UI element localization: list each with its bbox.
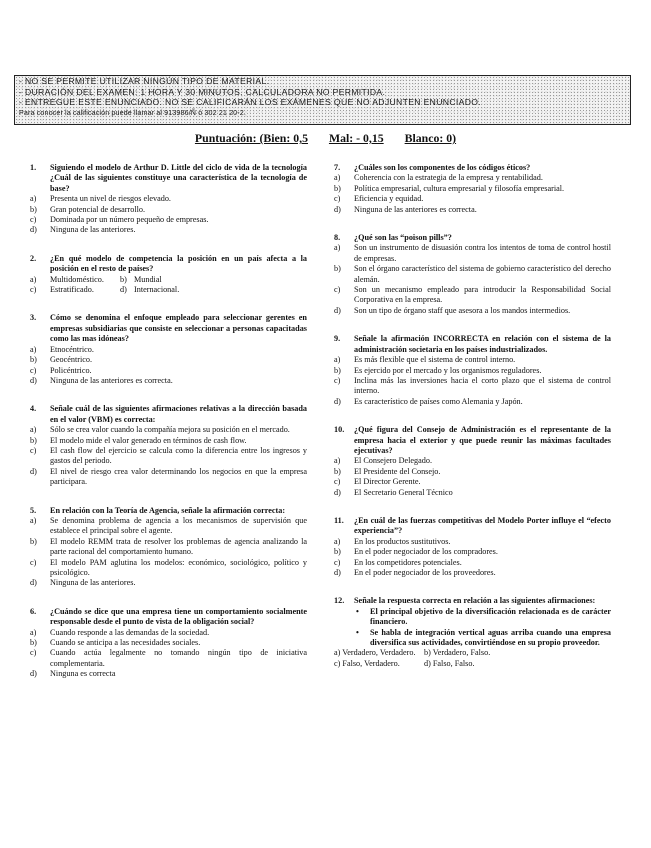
option: b) Son el órgano característico del sistema de gobierno característico del derecho alemán. bbox=[334, 264, 611, 284]
option: a) Multidoméstico. bbox=[30, 274, 104, 284]
option: d) Es característico de países como Alemania y Japón. bbox=[334, 396, 523, 406]
question-1 bbox=[30, 163, 307, 236]
option-row bbox=[30, 275, 307, 285]
option: c) En los competidores potenciales. bbox=[334, 557, 462, 567]
option: a) El Consejero Delegado. bbox=[334, 456, 432, 466]
instruction-line: - DURACIÓN DEL EXAMEN: 1 HORA Y 30 MINUTOS. CALCULADORA NO PERMITIDA. bbox=[19, 86, 386, 97]
question-number: 9. bbox=[334, 334, 341, 344]
option-row bbox=[30, 285, 307, 295]
option: a) Es más flexible que el sistema de control interno. bbox=[334, 355, 516, 365]
question-number: 11. bbox=[334, 515, 344, 525]
option: d) Internacional. bbox=[120, 285, 180, 295]
question-2 bbox=[30, 254, 307, 296]
option: c) El Director Gerente. bbox=[334, 477, 421, 487]
option: a) Cuando responde a las demandas de la sociedad. bbox=[30, 627, 210, 637]
instructions-box bbox=[14, 75, 631, 125]
question-3 bbox=[30, 313, 307, 386]
question-stem: Siguiendo el modelo de Arthur D. Little del ciclo de vida de la tecnología ¿Cuál de las siguientes constituye una característica de la tecnología de base? bbox=[50, 163, 307, 193]
question-5 bbox=[30, 506, 307, 589]
question-number: 2. bbox=[30, 253, 37, 263]
option: b) El modelo REMM trata de resolver los problemas de agencia analizando la parte racional del comportamiento humano. bbox=[30, 536, 307, 557]
option: c) Inclina más las inversiones hacia el corto plazo que el sistema de control interno. bbox=[334, 375, 611, 396]
question-number: 1. bbox=[30, 163, 37, 172]
option: b) Geocéntrico. bbox=[30, 355, 93, 365]
question-7 bbox=[334, 163, 611, 215]
option: d) Ninguna de las anteriores. bbox=[30, 578, 136, 588]
question-8 bbox=[334, 233, 611, 316]
question-6 bbox=[30, 607, 307, 680]
option: b) Gran potencial de desarrollo. bbox=[30, 204, 146, 214]
option: a) En los productos sustitutivos. bbox=[334, 536, 451, 546]
scoring-line bbox=[0, 131, 651, 146]
scoring-blank: Blanco: 0) bbox=[404, 131, 457, 145]
question-number: 4. bbox=[30, 404, 37, 414]
question-12 bbox=[334, 596, 611, 669]
statement: • El principal objetivo de la diversificación relacionada es de carácter financiero. bbox=[356, 606, 611, 627]
option: c) Cuando actúa legalmente no tomando ningún tipo de iniciativa complementaria. bbox=[30, 648, 307, 668]
question-stem: ¿Qué son las “poison pills”? bbox=[354, 233, 452, 243]
question-stem: Cómo se denomina el enfoque empleado para seleccionar gerentes en empresas subsidiarias que consiste en seleccionar a personas capacitadas como las mas idóneas? bbox=[50, 313, 307, 344]
option: c) Estratificado. bbox=[30, 285, 94, 295]
option: b) En el poder negociador de los compradores. bbox=[334, 547, 498, 557]
scoring-title: Puntuación: (Bien: 0,5 bbox=[194, 131, 308, 145]
option: d) Falso, Falso. bbox=[424, 658, 475, 668]
option: d) En el poder negociador de los proveedores. bbox=[334, 568, 496, 577]
question-9 bbox=[334, 334, 611, 407]
question-stem: Señale cuál de las siguientes afirmaciones relativas a la dirección basada en el valor (VBM) es correcta: bbox=[50, 404, 307, 424]
question-stem: ¿Cuáles son los componentes de los códigos éticos? bbox=[354, 163, 531, 172]
question-number: 7. bbox=[334, 163, 341, 172]
question-stem: ¿Cuándo se dice que una empresa tiene un comportamiento socialmente responsable desde el punto de vista de la obligación social? bbox=[50, 606, 307, 627]
option: d) Ninguna es correcta bbox=[30, 669, 116, 679]
option: d) El Secretario General Técnico bbox=[334, 487, 453, 497]
option: a) Sólo se crea valor cuando la compañía mejora su posición en el mercado. bbox=[30, 425, 290, 435]
scoring-wrong: Mal: - 0,15 bbox=[328, 131, 384, 145]
bullet-icon: • bbox=[356, 606, 359, 616]
option: a) Presenta un nivel de riesgos elevado. bbox=[30, 194, 171, 204]
option: c) Dominada por un número pequeño de empresas. bbox=[30, 215, 209, 225]
option: d) Ninguna de las anteriores es correcta. bbox=[30, 375, 173, 385]
question-11 bbox=[334, 516, 611, 578]
question-stem: ¿En cuál de las fuerzas competitivas del Modelo Porter influye el “efecto experiencia”? bbox=[354, 515, 611, 536]
option: c) Eficiencia y equidad. bbox=[334, 194, 424, 204]
option: c) El cash flow del ejercicio se calcula como la diferencia entre los ingresos y gastos del periodo. bbox=[30, 445, 307, 466]
question-number: 6. bbox=[30, 606, 37, 616]
option: c) Policéntrico. bbox=[30, 365, 92, 375]
question-10 bbox=[334, 425, 611, 498]
option: b) El modelo mide el valor generado en términos de cash flow. bbox=[30, 435, 247, 445]
question-number: 3. bbox=[30, 313, 37, 323]
question-number: 8. bbox=[334, 233, 341, 243]
option: d) Son un tipo de órgano staff que asesora a los mandos intermedios. bbox=[334, 305, 571, 315]
option: b) Verdadero, Falso. bbox=[424, 648, 491, 658]
left-column bbox=[30, 163, 307, 698]
instruction-line: - NO SE PERMITE UTILIZAR NINGÚN TIPO DE MATERIAL. bbox=[19, 76, 270, 86]
option: a) Coherencia con la estrategia de la empresa y rentabilidad. bbox=[334, 173, 543, 183]
question-stem: Señale la respuesta correcta en relación a las siguientes afirmaciones: bbox=[354, 596, 596, 606]
option: b) Política empresarial, cultura empresarial y filosofía empresarial. bbox=[334, 183, 565, 193]
question-4 bbox=[30, 404, 307, 487]
question-stem: ¿Qué figura del Consejo de Administración es el representante de la empresa hacia el exterior y que puede reunir las máximas facultades ejecutivas? bbox=[354, 425, 611, 455]
option: a) Se denomina problema de agencia a los mecanismos de supervisión que establece el principal sobre el agente. bbox=[30, 515, 307, 536]
option: b) Mundial bbox=[120, 274, 162, 284]
option: a) Son un instrumento de disuasión contra los intentos de toma de control hostil de empresas. bbox=[334, 243, 611, 263]
right-column bbox=[334, 163, 611, 687]
question-stem: ¿En qué modelo de competencia la posición en un país afecta a la posición en el resto de países? bbox=[50, 253, 307, 274]
question-number: 10. bbox=[334, 425, 345, 435]
statement: • Se habla de integración vertical aguas arriba cuando una empresa diversifica sus actividades, convirtiéndose en su propio proveedor. bbox=[356, 627, 611, 648]
option: b) Cuando se anticipa a las necesidades sociales. bbox=[30, 638, 201, 648]
option: b) Es ejercido por el mercado y los organismos reguladores. bbox=[334, 365, 542, 375]
instruction-line: Para conocer la calificación puede llamar al 913986/Ñ ó 302 21 20-2. bbox=[19, 107, 246, 117]
option: d) Ninguna de las anteriores. bbox=[30, 225, 136, 235]
question-stem: En relación con la Teoría de Agencia, señale la afirmación correcta: bbox=[50, 505, 286, 515]
option: a) Etnocéntrico. bbox=[30, 344, 94, 354]
option: d) El nivel de riesgo crea valor determinando los negocios en que la empresa participara. bbox=[30, 466, 307, 487]
question-number: 5. bbox=[30, 505, 37, 515]
instruction-line: - ENTREGUE ESTE ENUNCIADO. NO SE CALIFICARÁN LOS EXÁMENES QUE NO ADJUNTEN ENUNCIADO. bbox=[19, 97, 482, 108]
option-row bbox=[334, 659, 611, 669]
option: d) Ninguna de las anteriores es correcta. bbox=[334, 204, 477, 214]
option: c) El modelo PAM aglutina los modelos: económico, sociológico, político y psicológico. bbox=[30, 557, 307, 577]
question-number: 12. bbox=[334, 596, 345, 606]
option: c) Falso, Verdadero. bbox=[334, 658, 400, 668]
question-stem: Señale la afirmación INCORRECTA en relación con el sistema de la administración societaria en los países industrializados. bbox=[354, 334, 611, 354]
bullet-icon: • bbox=[356, 627, 359, 637]
option: c) Son un mecanismo empleado para introducir la Responsabilidad Social Corporativa en la empresa. bbox=[334, 285, 611, 305]
option-row bbox=[334, 648, 611, 658]
option: b) El Presidente del Consejo. bbox=[334, 466, 441, 476]
option: a) Verdadero, Verdadero. bbox=[334, 648, 416, 658]
